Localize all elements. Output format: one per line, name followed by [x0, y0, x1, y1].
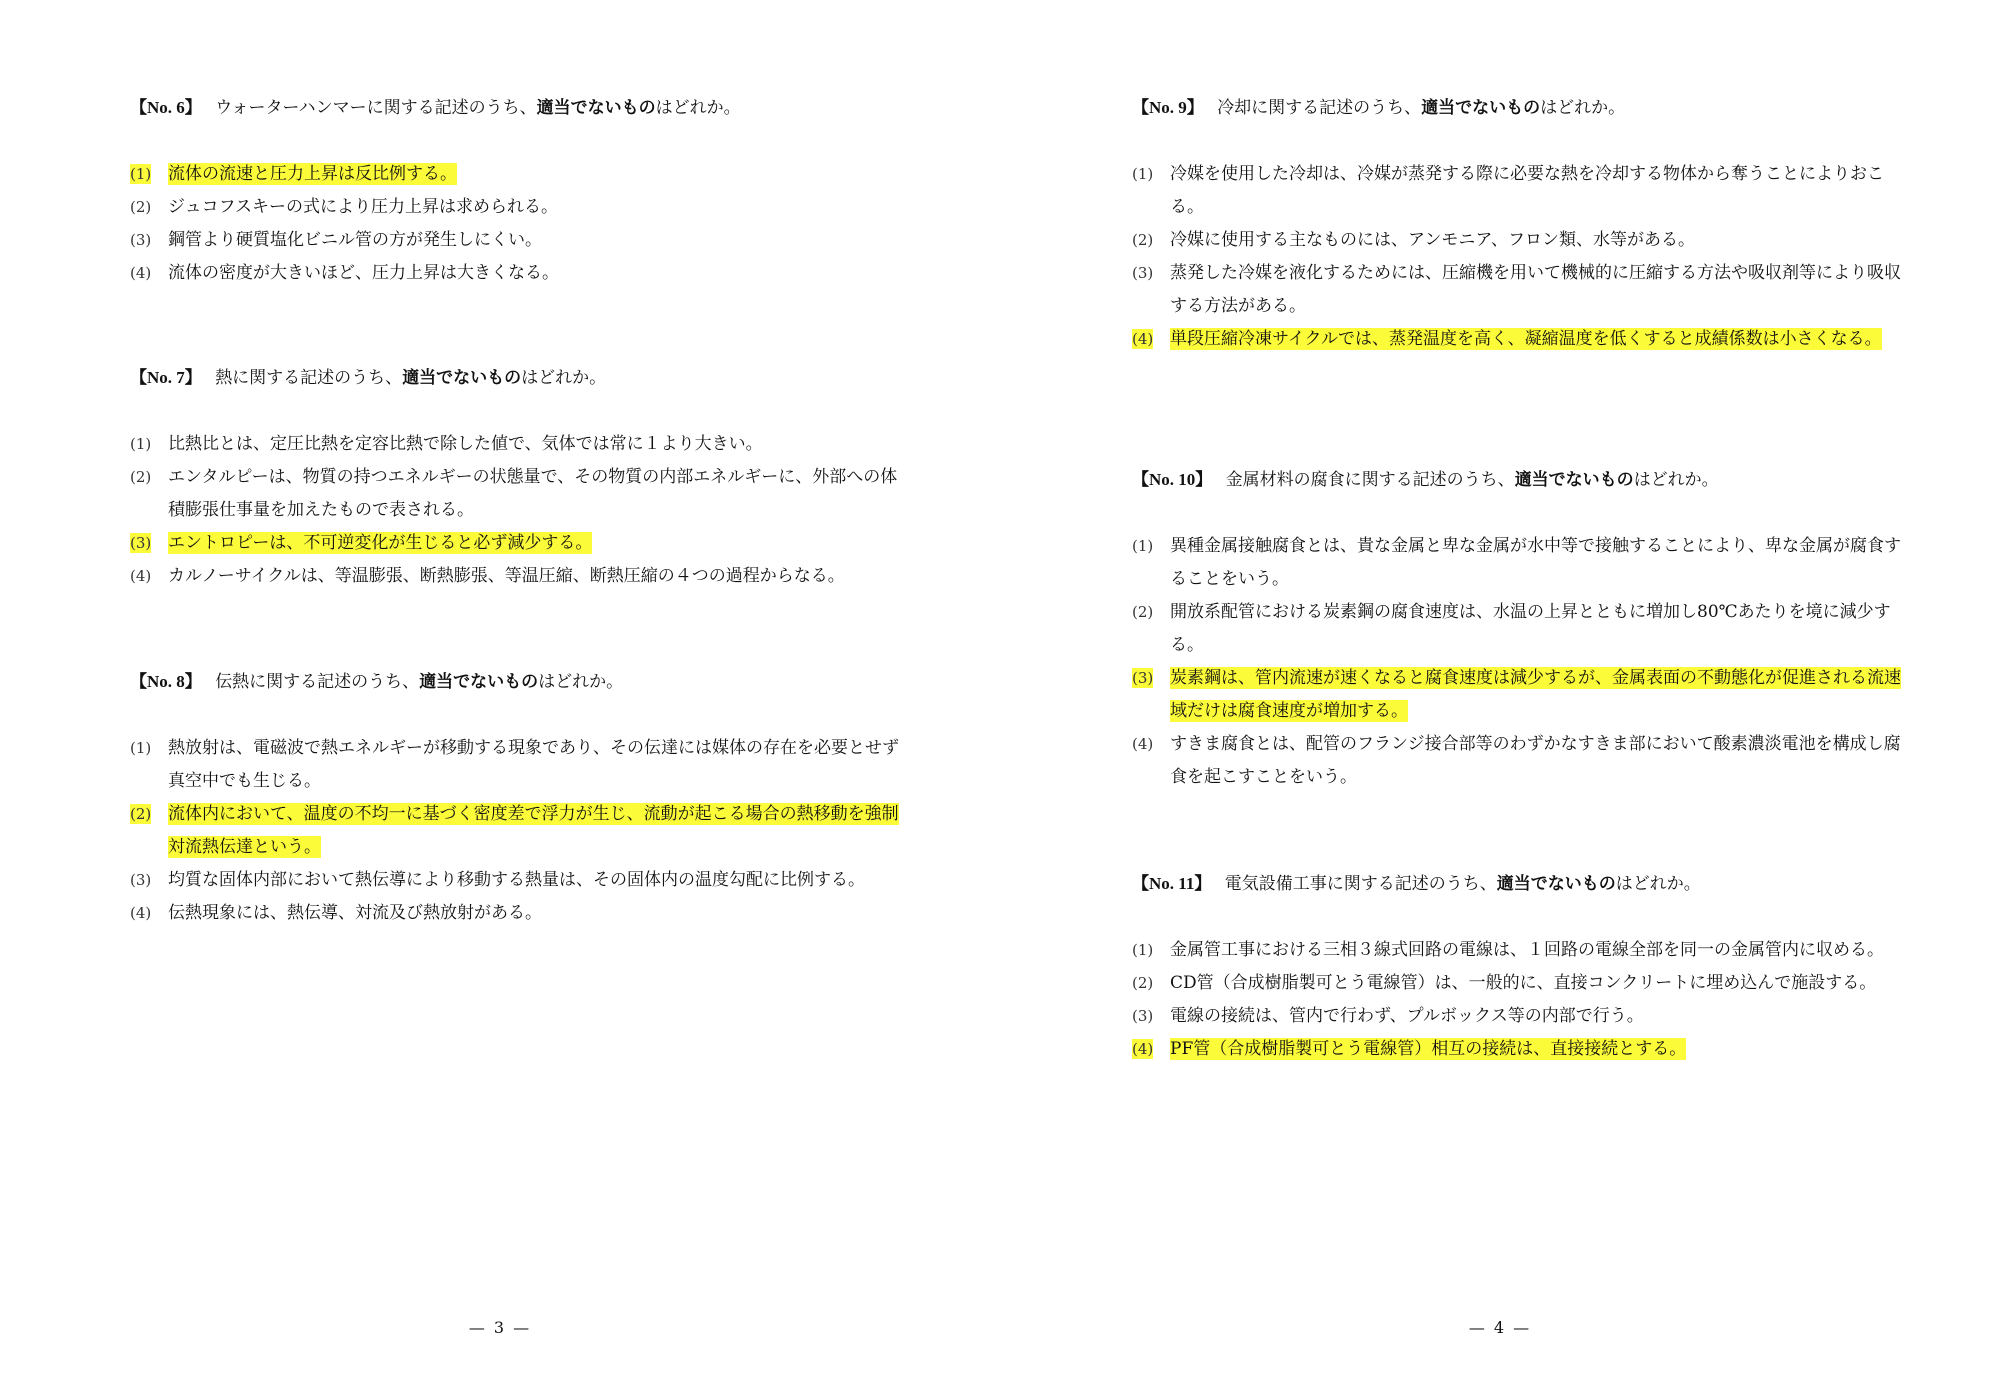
- option-text: エンタルピーは、物質の持つエネルギーの状態量で、その物質の内部エネルギーに、外部への体積膨張仕事量を加えたもので表される。: [168, 467, 898, 520]
- option-number: (1): [130, 165, 152, 183]
- options-list: [130, 158, 910, 290]
- option-text: 金属管工事における三相３線式回路の電線は、１回路の電線全部を同一の金属管内に収める。: [1170, 940, 1884, 960]
- option-text: 単段圧縮冷凍サイクルでは、蒸発温度を高く、凝縮温度を低くすると成績係数は小さくなる。: [1170, 329, 1882, 349]
- question-heading: [1132, 872, 1912, 896]
- option-4: [130, 897, 910, 930]
- question-suffix: はどれか。: [538, 672, 624, 692]
- option-number: (1): [1132, 537, 1154, 555]
- option-number: (2): [1132, 603, 1154, 621]
- option-text: ジュコフスキーの式により圧力上昇は求められる。: [168, 197, 558, 217]
- question-prefix: 電気設備工事に関する記述のうち、: [1224, 874, 1497, 894]
- question-8: [130, 670, 910, 930]
- option-number: (4): [130, 904, 152, 922]
- question-6: [130, 96, 910, 290]
- option-number: (3): [1132, 264, 1154, 282]
- question-suffix: はどれか。: [521, 368, 607, 388]
- option-2: [130, 461, 910, 527]
- option-1: [130, 732, 910, 798]
- question-prefix: ウォーターハンマーに関する記述のうち、: [215, 98, 537, 118]
- question-prefix: 熱に関する記述のうち、: [215, 368, 403, 388]
- option-text: 異種金属接触腐食とは、貴な金属と卑な金属が水中等で接触することにより、卑な金属が腐食することをいう。: [1170, 536, 1901, 589]
- question-heading: [1132, 468, 1912, 492]
- option-3: [130, 224, 910, 257]
- option-number: (4): [1132, 330, 1154, 348]
- option-number: (2): [130, 198, 152, 216]
- option-4: [1132, 1033, 1912, 1066]
- option-number: (3): [1132, 1007, 1154, 1025]
- option-3: [130, 864, 910, 897]
- option-3: [130, 527, 910, 560]
- option-4: [130, 257, 910, 290]
- option-number: (4): [130, 264, 152, 282]
- option-text: カルノーサイクルは、等温膨張、断熱膨張、等温圧縮、断熱圧縮の４つの過程からなる。: [168, 566, 845, 586]
- option-number: (4): [130, 567, 152, 585]
- question-10: [1132, 468, 1912, 794]
- question-suffix: はどれか。: [1540, 98, 1626, 118]
- option-text: 冷媒に使用する主なものには、アンモニア、フロン類、水等がある。: [1170, 230, 1695, 250]
- option-number: (2): [1132, 974, 1154, 992]
- option-3: [1132, 1000, 1912, 1033]
- option-2: [1132, 967, 1912, 1000]
- question-heading: [130, 96, 910, 120]
- option-number: (2): [1132, 231, 1154, 249]
- question-number: 【No. 10】: [1132, 470, 1213, 489]
- option-number: (1): [130, 739, 152, 757]
- question-9: [1132, 96, 1912, 356]
- option-1: [130, 428, 910, 461]
- question-key-phrase: 適当でないもの: [1514, 470, 1634, 489]
- option-1: [1132, 934, 1912, 967]
- option-text: CD管（合成樹脂製可とう電線管）は、一般的に、直接コンクリートに埋め込んで施設する。: [1170, 973, 1877, 993]
- option-number: (2): [130, 805, 152, 823]
- option-text: 炭素鋼は、管内流速が速くなると腐食速度は減少するが、金属表面の不動態化が促進される流速域だけは腐食速度が増加する。: [1170, 668, 1901, 721]
- option-1: [1132, 158, 1912, 224]
- option-number: (4): [1132, 735, 1154, 753]
- question-7: [130, 366, 910, 593]
- question-key-phrase: 適当でないもの: [419, 672, 539, 691]
- page-number: — 4 —: [1468, 1318, 1532, 1337]
- option-3: [1132, 662, 1912, 728]
- option-text: エントロピーは、不可逆変化が生じると必ず減少する。: [168, 533, 593, 553]
- question-suffix: はどれか。: [1615, 874, 1701, 894]
- option-text: 蒸発した冷媒を液化するためには、圧縮機を用いて機械的に圧縮する方法や吸収剤等により吸収する方法がある。: [1170, 263, 1901, 316]
- option-number: (1): [1132, 941, 1154, 959]
- option-text: 比熱比とは、定圧比熱を定容比熱で除した値で、気体では常に１より大きい。: [168, 434, 763, 454]
- option-1: [130, 158, 910, 191]
- question-prefix: 伝熱に関する記述のうち、: [215, 672, 420, 692]
- question-suffix: はどれか。: [655, 98, 741, 118]
- option-text: 流体内において、温度の不均一に基づく密度差で浮力が生じ、流動が起こる場合の熱移動を強制対流熱伝達という。: [168, 804, 899, 857]
- option-1: [1132, 530, 1912, 596]
- option-text: すきま腐食とは、配管のフランジ接合部等のわずかなすきま部において酸素濃淡電池を構成し腐食を起こすことをいう。: [1170, 734, 1901, 787]
- question-key-phrase: 適当でないもの: [536, 98, 656, 117]
- option-2: [130, 798, 910, 864]
- question-11: [1132, 872, 1912, 1066]
- question-prefix: 金属材料の腐食に関する記述のうち、: [1225, 470, 1515, 490]
- question-number: 【No. 8】: [130, 672, 202, 691]
- question-key-phrase: 適当でないもの: [1421, 98, 1541, 117]
- option-4: [1132, 728, 1912, 794]
- option-text: 均質な固体内部において熱伝導により移動する熱量は、その固体内の温度勾配に比例する。: [168, 870, 865, 890]
- question-prefix: 冷却に関する記述のうち、: [1217, 98, 1422, 118]
- option-number: (3): [130, 871, 152, 889]
- page-4: [1000, 0, 2000, 1380]
- option-text: PF管（合成樹脂製可とう電線管）相互の接続は、直接接続とする。: [1170, 1039, 1687, 1059]
- options-list: [1132, 530, 1912, 794]
- question-heading: [1132, 96, 1912, 120]
- option-number: (4): [1132, 1040, 1154, 1058]
- option-3: [1132, 257, 1912, 323]
- option-text: 流体の密度が大きいほど、圧力上昇は大きくなる。: [168, 263, 559, 283]
- option-text: 電線の接続は、管内で行わず、プルボックス等の内部で行う。: [1170, 1006, 1644, 1026]
- question-number: 【No. 11】: [1132, 874, 1212, 893]
- option-number: (3): [130, 231, 152, 249]
- option-text: 開放系配管における炭素鋼の腐食速度は、水温の上昇とともに増加し80℃あたりを境に減少する。: [1170, 602, 1891, 655]
- option-number: (3): [1132, 669, 1154, 687]
- question-number: 【No. 7】: [130, 368, 202, 387]
- question-number: 【No. 6】: [130, 98, 202, 117]
- question-key-phrase: 適当でないもの: [1496, 874, 1616, 893]
- question-heading: [130, 366, 910, 390]
- option-2: [130, 191, 910, 224]
- page-number: — 3 —: [468, 1318, 532, 1337]
- options-list: [130, 732, 910, 930]
- options-list: [1132, 158, 1912, 356]
- option-2: [1132, 224, 1912, 257]
- option-text: 流体の流速と圧力上昇は反比例する。: [168, 164, 457, 184]
- options-list: [130, 428, 910, 593]
- question-heading: [130, 670, 910, 694]
- option-number: (1): [1132, 165, 1154, 183]
- option-number: (3): [130, 534, 152, 552]
- option-text: 伝熱現象には、熱伝導、対流及び熱放射がある。: [168, 903, 542, 923]
- option-number: (1): [130, 435, 152, 453]
- option-number: (2): [130, 468, 152, 486]
- option-4: [1132, 323, 1912, 356]
- option-2: [1132, 596, 1912, 662]
- question-key-phrase: 適当でないもの: [402, 368, 522, 387]
- option-4: [130, 560, 910, 593]
- question-suffix: はどれか。: [1633, 470, 1719, 490]
- options-list: [1132, 934, 1912, 1066]
- option-text: 冷媒を使用した冷却は、冷媒が蒸発する際に必要な熱を冷却する物体から奪うことによりおこる。: [1170, 164, 1884, 217]
- question-number: 【No. 9】: [1132, 98, 1204, 117]
- option-text: 熱放射は、電磁波で熱エネルギーが移動する現象であり、その伝達には媒体の存在を必要とせず真空中でも生じる。: [168, 738, 899, 791]
- option-text: 鋼管より硬質塩化ビニル管の方が発生しにくい。: [168, 230, 542, 250]
